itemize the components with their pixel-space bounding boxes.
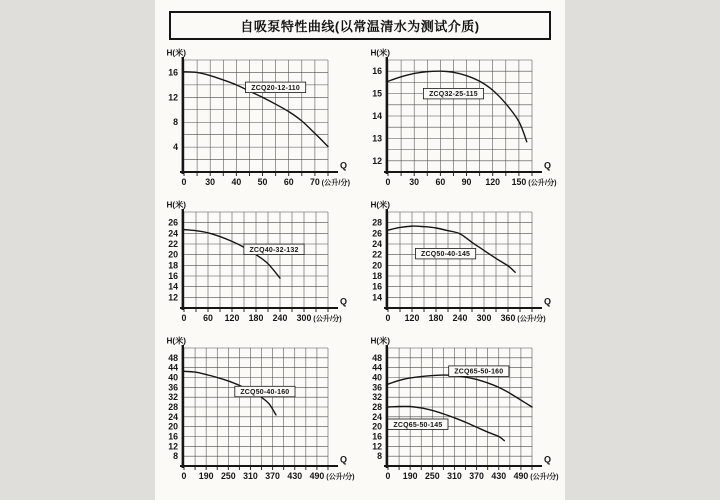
- svg-text:(公升/分): (公升/分): [326, 472, 355, 481]
- svg-text:13: 13: [372, 133, 382, 144]
- svg-text:H(米): H(米): [370, 48, 390, 58]
- svg-text:0: 0: [385, 313, 391, 323]
- svg-text:0: 0: [181, 471, 187, 481]
- svg-text:Q: Q: [544, 454, 552, 465]
- svg-text:24: 24: [372, 239, 382, 249]
- svg-text:28: 28: [168, 402, 178, 412]
- svg-text:H(米): H(米): [166, 200, 186, 210]
- svg-text:300: 300: [296, 313, 312, 323]
- svg-text:16: 16: [372, 281, 382, 292]
- svg-text:48: 48: [168, 352, 178, 363]
- svg-text:H(米): H(米): [370, 336, 390, 346]
- svg-text:0: 0: [181, 313, 187, 323]
- svg-text:40: 40: [372, 372, 382, 383]
- svg-text:28: 28: [372, 402, 382, 412]
- svg-text:ZCQ50-40-145: ZCQ50-40-145: [421, 251, 471, 259]
- svg-text:370: 370: [265, 471, 280, 481]
- svg-text:26: 26: [168, 217, 178, 228]
- svg-text:ZCQ20-12-110: ZCQ20-12-110: [251, 84, 300, 92]
- svg-text:Q: Q: [340, 454, 348, 465]
- svg-text:8: 8: [173, 451, 178, 462]
- svg-text:24: 24: [168, 228, 178, 239]
- svg-text:490: 490: [309, 471, 325, 481]
- svg-text:18: 18: [168, 260, 178, 271]
- svg-text:12: 12: [372, 155, 382, 166]
- svg-text:360: 360: [500, 313, 516, 323]
- svg-text:70: 70: [310, 177, 320, 187]
- chart-row-2: [160, 198, 560, 334]
- svg-text:12: 12: [168, 441, 178, 452]
- svg-text:310: 310: [447, 471, 462, 481]
- svg-text:ZCQ65-50-160: ZCQ65-50-160: [454, 368, 504, 376]
- svg-text:20: 20: [372, 260, 382, 271]
- svg-text:16: 16: [168, 271, 178, 281]
- svg-text:4: 4: [173, 142, 178, 153]
- svg-text:Q: Q: [340, 160, 348, 171]
- svg-text:H(米): H(米): [370, 200, 390, 210]
- svg-text:120: 120: [485, 177, 501, 187]
- svg-text:18: 18: [372, 271, 382, 281]
- svg-text:ZCQ40-32-132: ZCQ40-32-132: [249, 246, 299, 254]
- svg-text:(公升/分): (公升/分): [530, 472, 559, 481]
- svg-text:28: 28: [372, 217, 382, 228]
- svg-text:190: 190: [402, 471, 418, 481]
- svg-text:60: 60: [203, 313, 213, 323]
- svg-text:240: 240: [272, 313, 288, 323]
- title-box: [169, 11, 551, 40]
- svg-text:H(米): H(米): [166, 48, 186, 58]
- svg-text:32: 32: [372, 392, 382, 403]
- pump-curve-svg: [364, 46, 560, 198]
- pump-curve-svg: [160, 198, 356, 334]
- svg-text:8: 8: [377, 451, 382, 462]
- svg-text:48: 48: [372, 352, 382, 363]
- svg-text:50: 50: [257, 177, 268, 187]
- svg-text:250: 250: [424, 471, 440, 481]
- svg-text:0: 0: [181, 177, 187, 187]
- svg-text:250: 250: [220, 471, 236, 481]
- pump-curve-svg: [364, 334, 560, 492]
- svg-text:430: 430: [287, 471, 303, 481]
- svg-text:22: 22: [372, 249, 382, 260]
- svg-text:Q: Q: [544, 160, 552, 171]
- svg-text:60: 60: [283, 177, 294, 187]
- svg-text:36: 36: [372, 382, 382, 393]
- svg-text:240: 240: [452, 313, 468, 323]
- svg-text:30: 30: [205, 177, 216, 187]
- svg-text:14: 14: [372, 292, 382, 303]
- svg-text:430: 430: [491, 471, 507, 481]
- svg-text:0: 0: [385, 177, 391, 187]
- pump-curve-svg: [364, 198, 560, 334]
- svg-text:90: 90: [461, 177, 472, 187]
- svg-text:490: 490: [513, 471, 529, 481]
- charts-grid: [160, 46, 560, 492]
- svg-text:120: 120: [404, 313, 420, 323]
- pump-curve-svg: [160, 46, 356, 198]
- svg-text:(公升/分): (公升/分): [321, 178, 350, 187]
- svg-text:24: 24: [168, 411, 178, 422]
- svg-text:14: 14: [372, 111, 382, 121]
- svg-text:26: 26: [372, 228, 382, 239]
- svg-text:20: 20: [168, 421, 178, 432]
- svg-text:44: 44: [372, 362, 382, 373]
- svg-text:(公升/分): (公升/分): [313, 314, 342, 323]
- svg-text:310: 310: [243, 471, 258, 481]
- svg-text:Q: Q: [544, 296, 552, 307]
- svg-text:0: 0: [385, 471, 391, 481]
- svg-text:8: 8: [173, 117, 178, 128]
- svg-text:180: 180: [428, 313, 444, 323]
- svg-text:30: 30: [409, 177, 420, 187]
- svg-text:180: 180: [248, 313, 264, 323]
- svg-text:ZCQ32-25-115: ZCQ32-25-115: [429, 91, 478, 99]
- svg-text:150: 150: [511, 177, 527, 187]
- svg-text:16: 16: [372, 431, 382, 442]
- chart-zcq20-12-110: [160, 46, 356, 198]
- svg-text:60: 60: [435, 177, 446, 187]
- svg-text:44: 44: [168, 362, 178, 373]
- svg-text:H(米): H(米): [166, 336, 186, 346]
- svg-text:Q: Q: [340, 296, 348, 307]
- svg-text:20: 20: [168, 249, 178, 260]
- svg-text:12: 12: [372, 441, 382, 452]
- chart-zcq50-40-160: [160, 334, 356, 492]
- svg-text:36: 36: [168, 382, 178, 393]
- svg-text:ZCQ50-40-160: ZCQ50-40-160: [240, 389, 290, 397]
- svg-text:40: 40: [231, 177, 242, 187]
- svg-text:14: 14: [168, 281, 178, 292]
- svg-text:16: 16: [168, 67, 178, 78]
- svg-text:22: 22: [168, 239, 178, 249]
- svg-text:(公升/分): (公升/分): [528, 178, 557, 187]
- svg-text:300: 300: [476, 313, 492, 323]
- chart-row-1: [160, 46, 560, 198]
- chart-zcq32-25-115: [364, 46, 560, 198]
- svg-text:370: 370: [469, 471, 484, 481]
- svg-text:20: 20: [372, 421, 382, 432]
- svg-text:190: 190: [198, 471, 214, 481]
- pump-curve-svg: [160, 334, 356, 492]
- chart-zcq65-50-160-145: [364, 334, 560, 492]
- chart-zcq50-40-145: [364, 198, 560, 334]
- svg-text:12: 12: [168, 92, 178, 103]
- chart-zcq40-32-132: [160, 198, 356, 334]
- chart-row-3: [160, 334, 560, 492]
- svg-text:32: 32: [168, 392, 178, 403]
- document-page: [155, 0, 565, 500]
- svg-text:120: 120: [224, 313, 240, 323]
- svg-text:15: 15: [372, 88, 382, 99]
- page-title: 自吸泵特性曲线(以常温清水为测试介质): [240, 19, 480, 34]
- svg-text:12: 12: [168, 292, 178, 303]
- svg-text:16: 16: [372, 66, 382, 77]
- svg-text:16: 16: [168, 431, 178, 442]
- svg-text:(公升/分): (公升/分): [517, 314, 546, 323]
- svg-text:ZCQ65-50-145: ZCQ65-50-145: [393, 421, 443, 429]
- svg-text:24: 24: [372, 411, 382, 422]
- svg-text:40: 40: [168, 372, 178, 383]
